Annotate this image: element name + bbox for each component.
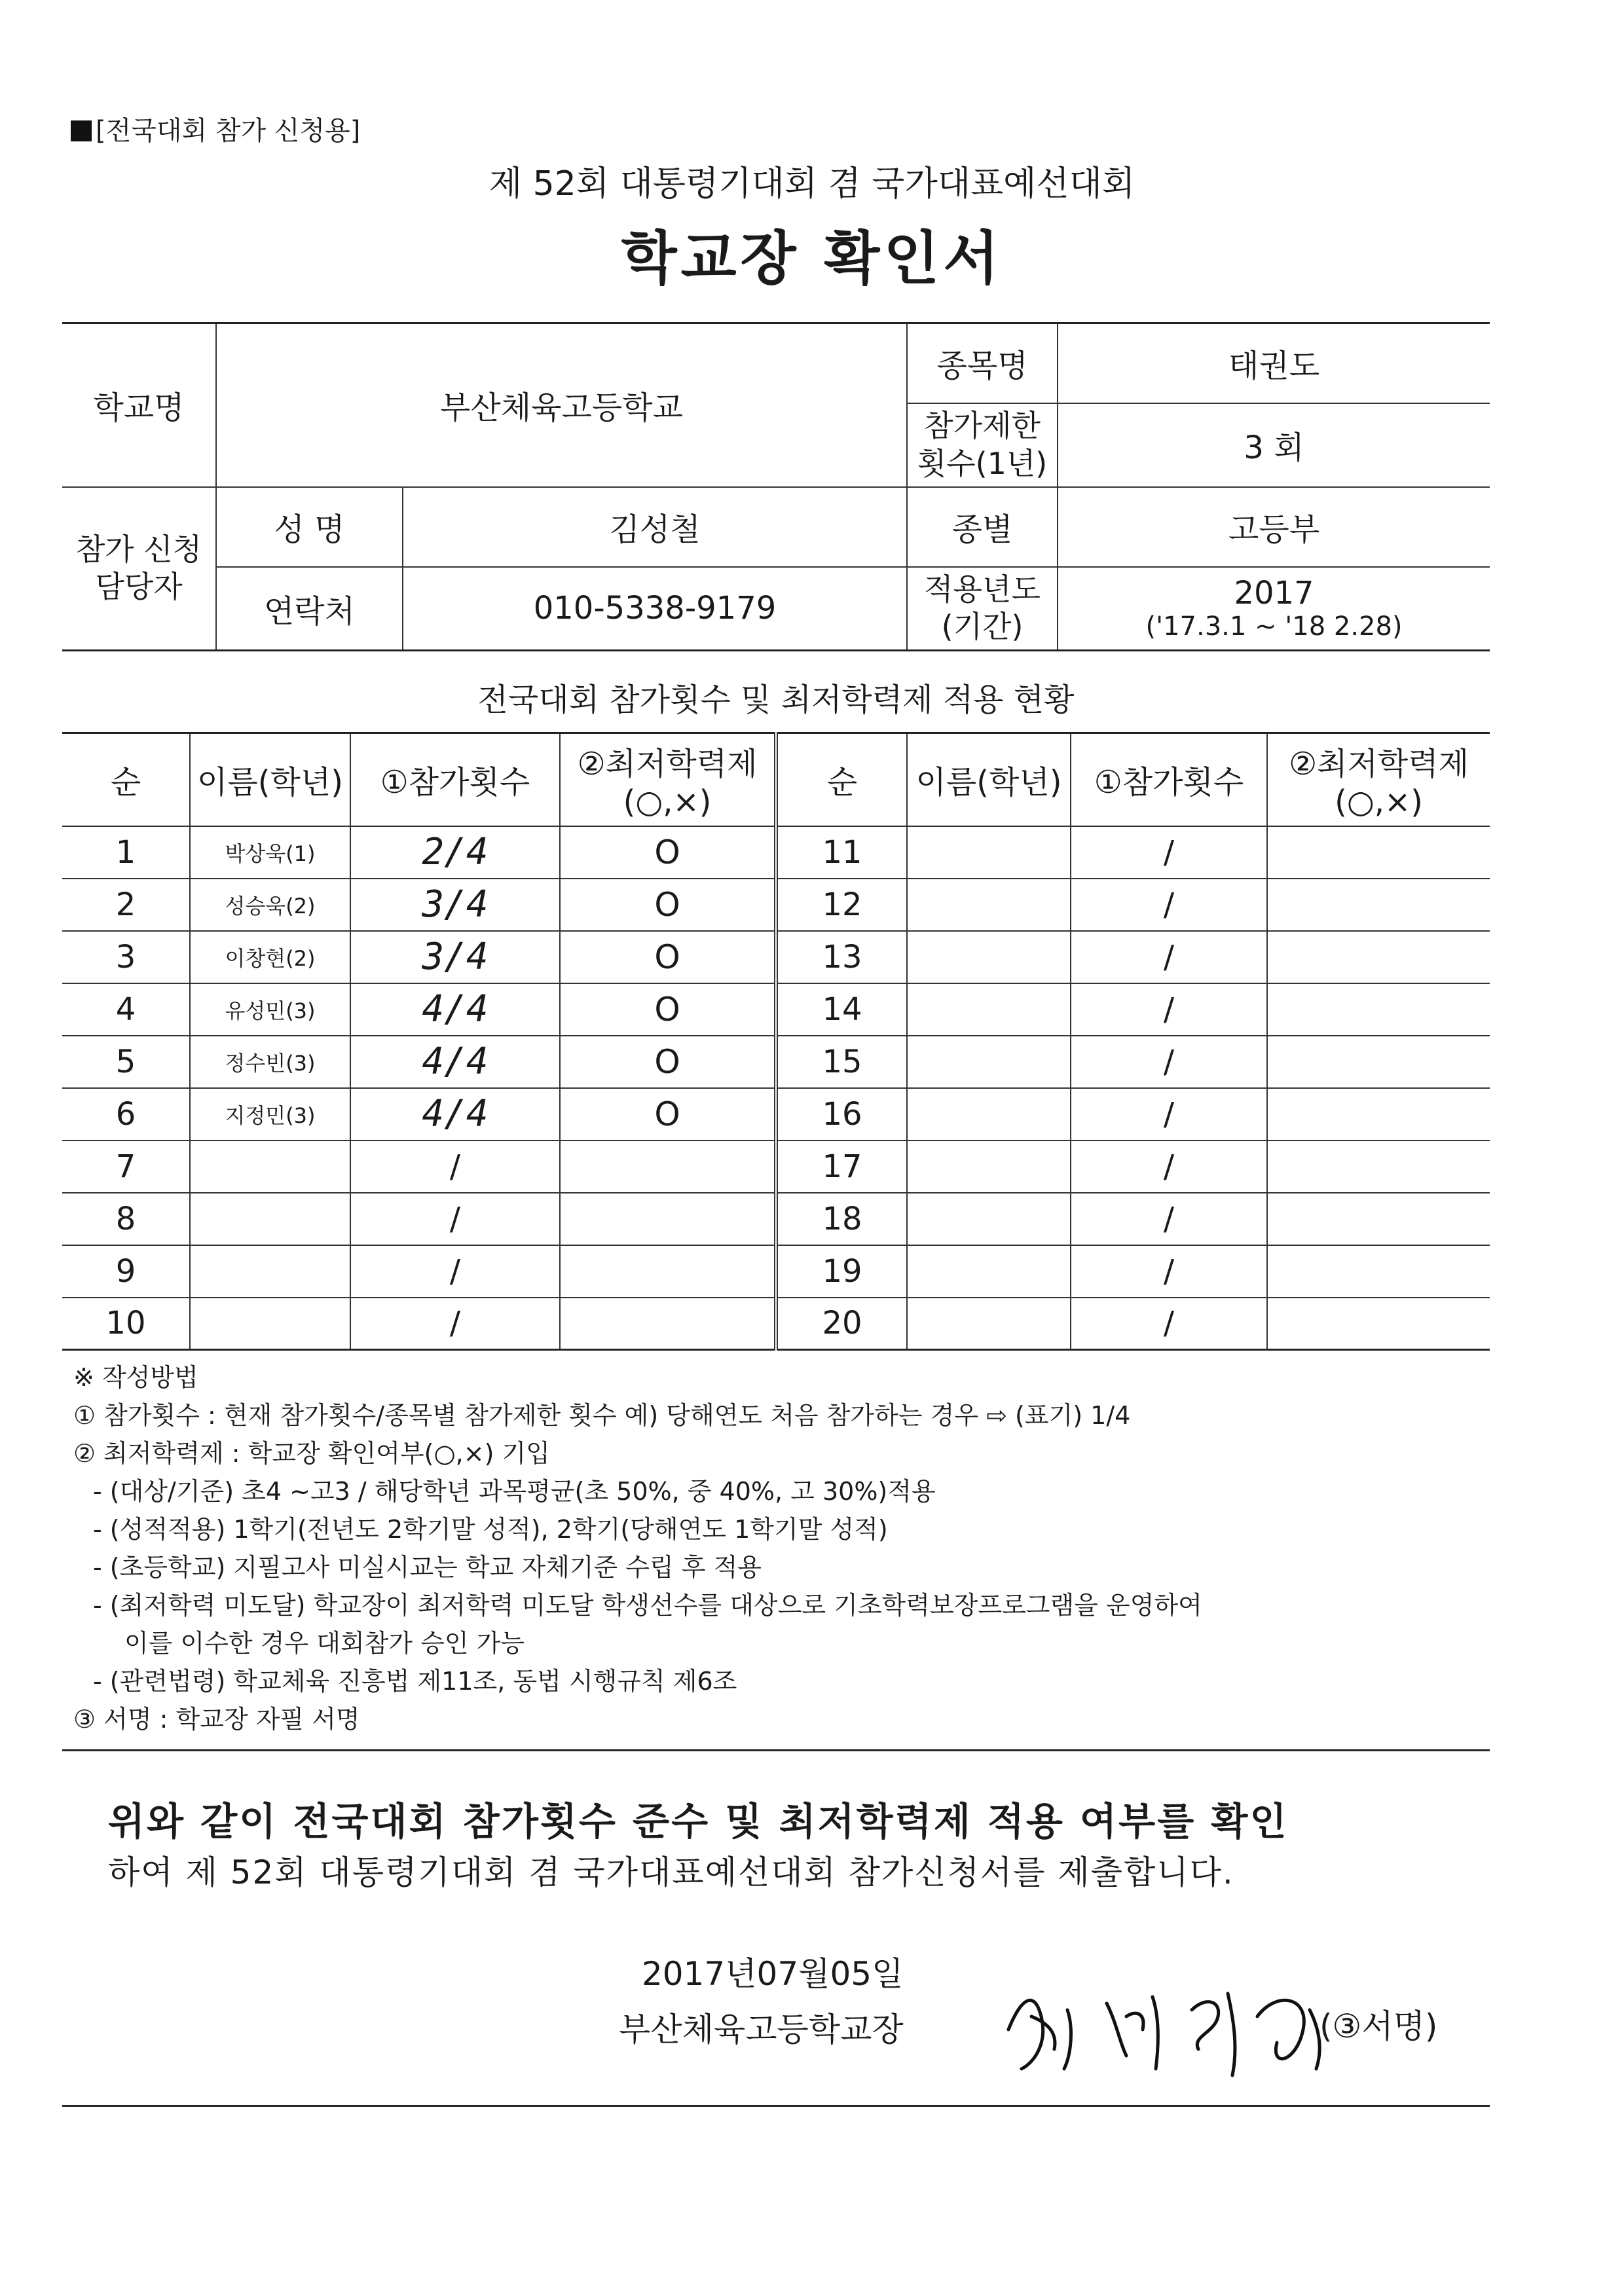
row-count: / — [1071, 1036, 1267, 1088]
row-name: 성승욱(2) — [190, 879, 350, 931]
participation-status-table — [62, 732, 1490, 1351]
row-count: / — [350, 1193, 560, 1245]
row-name — [907, 1088, 1071, 1140]
row-name — [907, 931, 1071, 983]
issue-date: 2017년07월05일 — [642, 1955, 904, 1993]
year-label: 적용년도 (기간) — [907, 567, 1058, 651]
event-title: 제 52회 대통령기대회 겸 국가대표예선대회 — [489, 164, 1135, 204]
school-label: 학교명 — [62, 323, 216, 487]
row-name — [190, 1245, 350, 1298]
row-name — [907, 1298, 1071, 1350]
row-count: / — [1071, 1140, 1267, 1193]
row-name: 정수빈(3) — [190, 1036, 350, 1088]
row-no: 3 — [62, 931, 190, 983]
row-academic: O — [560, 1088, 776, 1140]
table-row — [62, 1088, 1490, 1140]
row-count: 4/4 — [350, 983, 560, 1036]
row-academic — [1267, 1298, 1490, 1350]
row-academic — [560, 1193, 776, 1245]
sport-value: 태권도 — [1058, 323, 1490, 403]
row-academic — [1267, 826, 1490, 879]
status-section-title: 전국대회 참가횟수 및 최저학력제 적용 현황 — [477, 682, 1075, 718]
header-no: 순 — [776, 733, 907, 826]
form-type-tag — [71, 110, 360, 147]
row-no: 7 — [62, 1140, 190, 1193]
row-academic — [560, 1245, 776, 1298]
row-count: / — [350, 1245, 560, 1298]
method-sub-3: - (초등학교) 지필고사 미실시교는 학교 자체기준 수립 후 적용 — [93, 1553, 762, 1582]
name-label: 성 명 — [216, 487, 403, 567]
method-sub-5: - (관련법령) 학교체육 진흥법 제11조, 동법 시행규칙 제6조 — [93, 1667, 737, 1696]
row-academic — [560, 1140, 776, 1193]
division-label: 종별 — [907, 487, 1058, 567]
method-sub-2: - (성적적용) 1학기(전년도 2학기말 성적), 2학기(당해연도 1학기말 성적) — [93, 1515, 888, 1544]
method-sub-4a: - (최저학력 미도달) 학교장이 최저학력 미도달 학생선수를 대상으로 기초학력보장프로그램을 운영하여 — [93, 1591, 1202, 1620]
table-row — [62, 1245, 1490, 1298]
row-academic — [1267, 983, 1490, 1036]
sport-label: 종목명 — [907, 323, 1058, 403]
header-count: ①참가횟수 — [350, 733, 560, 826]
principal-title: 부산체육고등학교장 — [619, 2011, 904, 2049]
table-row — [62, 1298, 1490, 1350]
row-count: / — [350, 1298, 560, 1350]
method-sub-1: - (대상/기준) 초4 ~고3 / 해당학년 과목평균(초 50%, 중 40%, 고 30%)적용 — [93, 1477, 936, 1506]
row-no: 12 — [776, 879, 907, 931]
row-no: 14 — [776, 983, 907, 1036]
row-no: 9 — [62, 1245, 190, 1298]
row-no: 16 — [776, 1088, 907, 1140]
row-no: 2 — [62, 879, 190, 931]
writing-method — [73, 1358, 1202, 1738]
header-academic: ②최저학력제 (○,×) — [1267, 733, 1490, 826]
row-academic: O — [560, 879, 776, 931]
row-name: 지정민(3) — [190, 1088, 350, 1140]
header-academic: ②최저학력제 (○,×) — [560, 733, 776, 826]
row-name — [907, 879, 1071, 931]
method-item-2: ② 최저학력제 : 학교장 확인여부(○,×) 기입 — [73, 1439, 550, 1468]
row-count: / — [1071, 879, 1267, 931]
row-count: / — [1071, 1193, 1267, 1245]
table-row — [62, 1036, 1490, 1088]
row-count: 4/4 — [350, 1036, 560, 1088]
row-academic — [560, 1298, 776, 1350]
row-academic — [1267, 1193, 1490, 1245]
row-name — [907, 983, 1071, 1036]
table-row — [62, 826, 1490, 879]
row-no: 5 — [62, 1036, 190, 1088]
row-name — [190, 1140, 350, 1193]
row-no: 11 — [776, 826, 907, 879]
table-row — [62, 1193, 1490, 1245]
row-count: 2/4 — [350, 826, 560, 879]
row-no: 19 — [776, 1245, 907, 1298]
row-no: 18 — [776, 1193, 907, 1245]
row-academic: O — [560, 983, 776, 1036]
row-count: / — [1071, 1298, 1267, 1350]
period-value: ('17.3.1 ~ '18 2.28) — [1145, 611, 1403, 642]
table-row — [62, 931, 1490, 983]
header-no: 순 — [62, 733, 190, 826]
row-no: 1 — [62, 826, 190, 879]
document-title: 학교장 확인서 — [621, 225, 1003, 292]
square-bullet-icon — [71, 120, 92, 141]
row-academic: O — [560, 931, 776, 983]
method-title: ※ 작성방법 — [73, 1363, 198, 1392]
limit-value: 3 회 — [1058, 403, 1490, 487]
header-count: ①참가횟수 — [1071, 733, 1267, 826]
row-count: 3/4 — [350, 931, 560, 983]
row-count: / — [1071, 1088, 1267, 1140]
form-type-text: [전국대회 참가 신청용] — [96, 116, 361, 146]
contact-value: 010-5338-9179 — [403, 567, 907, 651]
limit-label: 참가제한 횟수(1년) — [907, 403, 1058, 487]
row-academic — [1267, 1088, 1490, 1140]
divider — [62, 2105, 1490, 2107]
row-name: 이창현(2) — [190, 931, 350, 983]
division-value: 고등부 — [1058, 487, 1490, 567]
row-count: 3/4 — [350, 879, 560, 931]
year-value: 2017 — [1234, 575, 1314, 612]
row-academic — [1267, 1036, 1490, 1088]
row-no: 20 — [776, 1298, 907, 1350]
header-name: 이름(학년) — [907, 733, 1071, 826]
row-count: 4/4 — [350, 1088, 560, 1140]
row-name — [907, 1245, 1071, 1298]
contact-label: 연락처 — [216, 567, 403, 651]
row-name — [190, 1298, 350, 1350]
row-no: 17 — [776, 1140, 907, 1193]
row-no: 4 — [62, 983, 190, 1036]
manager-label: 참가 신청 담당자 — [62, 487, 216, 651]
method-item-1: ① 참가횟수 : 현재 참가횟수/종목별 참가제한 횟수 예) 당해연도 처음 참가하는 경우 ⇨ (표기) 1/4 — [73, 1401, 1131, 1430]
row-no: 13 — [776, 931, 907, 983]
row-name — [907, 1193, 1071, 1245]
row-name: 유성민(3) — [190, 983, 350, 1036]
row-name — [907, 1140, 1071, 1193]
table-row — [62, 983, 1490, 1036]
confirmation-line-2: 하여 제 52회 대통령기대회 겸 국가대표예선대회 참가신청서를 제출합니다. — [108, 1853, 1234, 1891]
row-academic — [1267, 931, 1490, 983]
row-academic: O — [560, 826, 776, 879]
row-academic — [1267, 879, 1490, 931]
method-sub-4b: 이를 이수한 경우 대회참가 승인 가능 — [124, 1629, 525, 1658]
name-value: 김성철 — [403, 487, 907, 567]
row-no: 8 — [62, 1193, 190, 1245]
header-name: 이름(학년) — [190, 733, 350, 826]
school-value: 부산체육고등학교 — [216, 323, 907, 487]
row-no: 15 — [776, 1036, 907, 1088]
year-cell — [1058, 567, 1490, 651]
row-name — [190, 1193, 350, 1245]
row-name — [907, 1036, 1071, 1088]
row-name: 박상욱(1) — [190, 826, 350, 879]
row-academic: O — [560, 1036, 776, 1088]
row-count: / — [350, 1140, 560, 1193]
row-count: / — [1071, 931, 1267, 983]
row-no: 6 — [62, 1088, 190, 1140]
row-name — [907, 826, 1071, 879]
school-info-table — [62, 322, 1490, 651]
row-academic — [1267, 1140, 1490, 1193]
table-row — [62, 1140, 1490, 1193]
divider — [62, 1749, 1490, 1751]
row-count: / — [1071, 1245, 1267, 1298]
row-count: / — [1071, 826, 1267, 879]
signature-label: (③서명) — [1320, 2007, 1438, 2045]
table-row — [62, 879, 1490, 931]
row-count: / — [1071, 983, 1267, 1036]
confirmation-line-1: 위와 같이 전국대회 참가횟수 준수 및 최저학력제 적용 여부를 확인 — [108, 1799, 1289, 1844]
row-no: 10 — [62, 1298, 190, 1350]
row-academic — [1267, 1245, 1490, 1298]
handwritten-signature — [995, 1971, 1336, 2082]
method-item-3: ③ 서명 : 학교장 자필 서명 — [73, 1705, 360, 1734]
